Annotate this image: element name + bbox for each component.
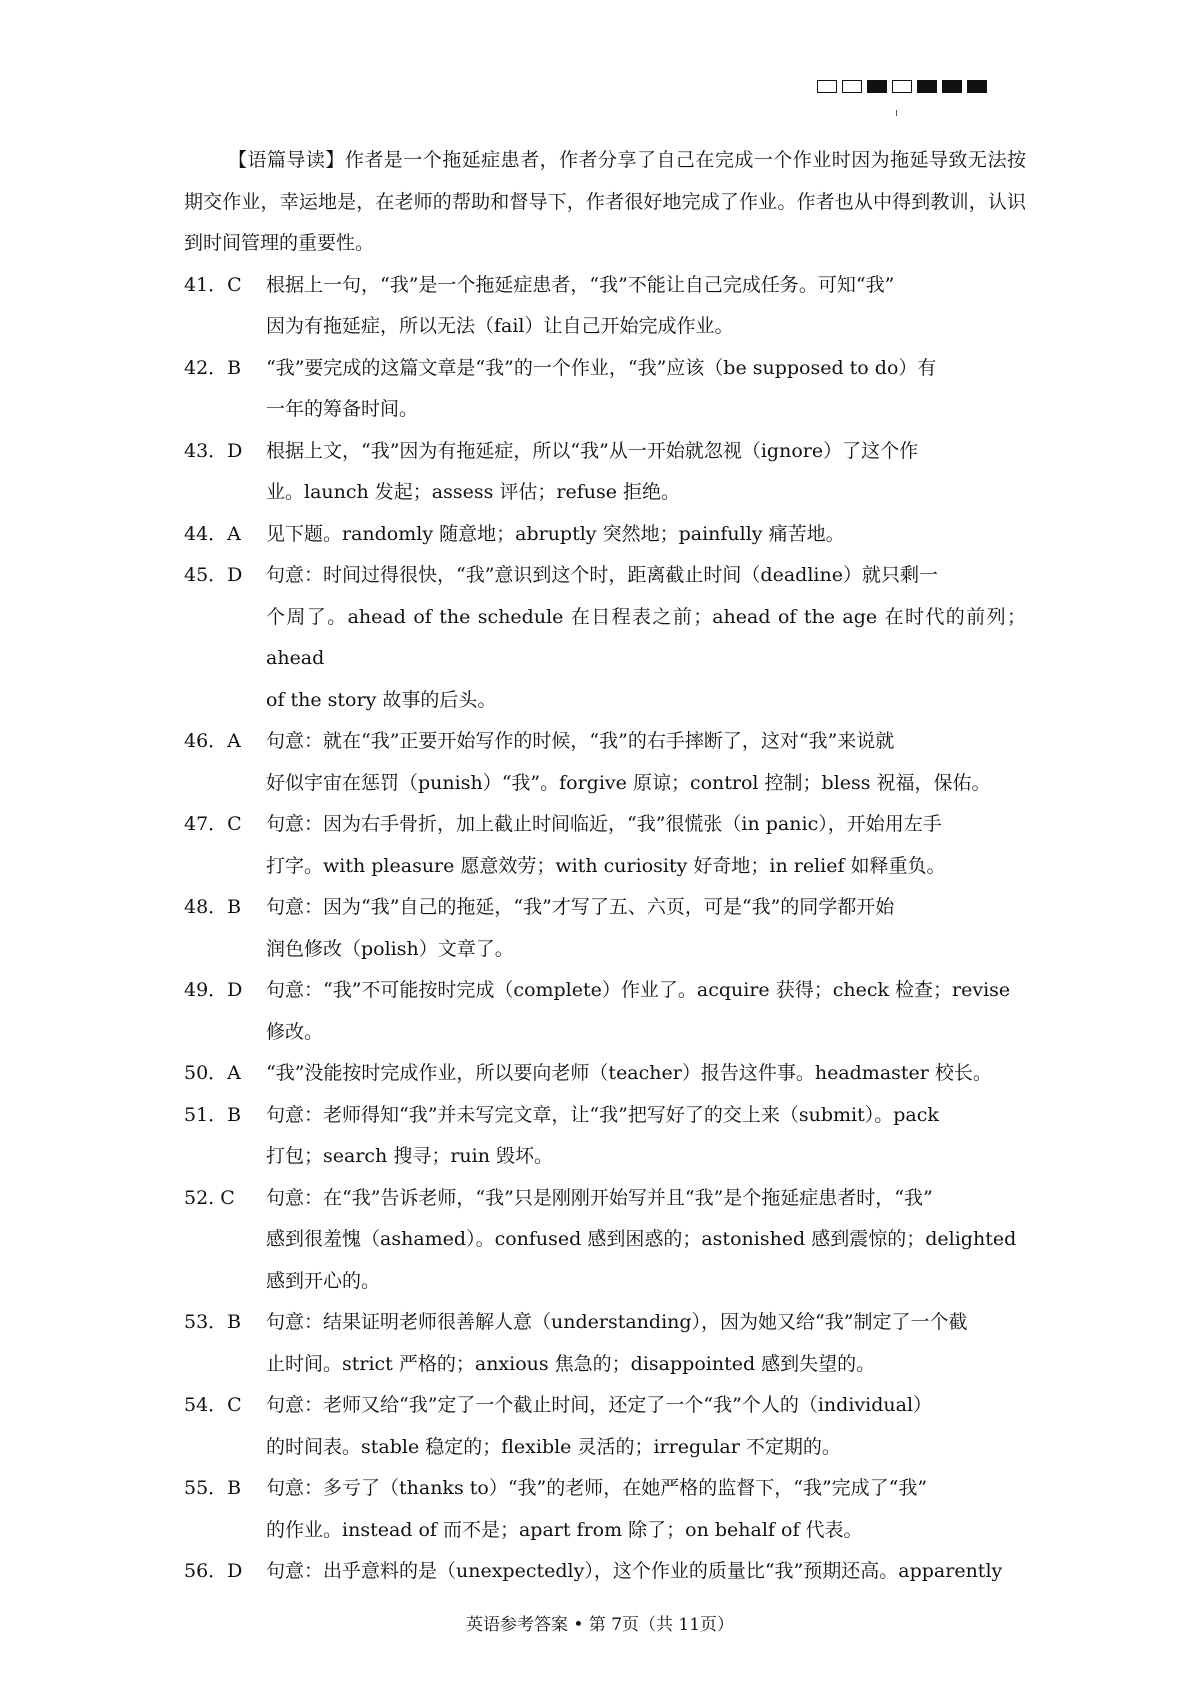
explanation-line: 句意：“我”不可能按时完成（complete）作业了。acquire 获得；check 检查；revise (266, 979, 1011, 1001)
answer-item (184, 265, 1026, 348)
answer-number: 51．B (184, 1103, 242, 1126)
explanation-line: 打包；search 搜寻；ruin 毁坏。 (266, 1145, 553, 1167)
explanation-line: 一年的筹备时间。 (266, 398, 419, 420)
explanation-line: 的时间表。stable 稳定的；flexible 灵活的；irregular 不定期的。 (266, 1435, 841, 1458)
intro-paragraph (184, 140, 1026, 265)
intro-text: 作者是一个拖延症患者，作者分享了自己在完成一个作业时因为拖延导致无法按期交作业，幸运地是，在老师的帮助和督导下，作者很好地完成了作业。作者也从中得到教训，认识到时间管理的重要性。 (184, 149, 1026, 254)
answer-number: 49．D (184, 979, 243, 1001)
explanation-line: 句意：就在“我”正要开始写作的时候，“我”的右手摔断了，这对“我”来说就 (266, 730, 895, 752)
answer-item (184, 804, 1026, 887)
answer-item (184, 1385, 1026, 1468)
header-mark-filled (917, 80, 937, 93)
explanation-line: 句意：因为右手骨折，加上截止时间临近，“我”很慌张（in panic），开始用左手 (266, 813, 942, 835)
answer-explanation (266, 555, 1026, 721)
explanation-line: 句意：时间过得很快，“我”意识到这个时，距离截止时间（deadline）就只剩一 (266, 564, 938, 586)
answer-number: 52. C (184, 1186, 235, 1209)
answer-item (184, 721, 1026, 804)
intro-tag: 【语篇导读】 (228, 149, 345, 171)
answer-item (184, 887, 1026, 970)
explanation-line: 的作业。instead of 而不是；apart from 除了；on behalf of 代表。 (266, 1518, 863, 1541)
answer-item (184, 348, 1026, 431)
explanation-line: 感到很羞愧（ashamed）。confused 感到困惑的；astonished 感到震惊的；delighted (266, 1228, 1017, 1250)
header-marks (817, 80, 987, 93)
explanation-line: 修改。 (266, 1020, 324, 1043)
answer-explanation (266, 1178, 1026, 1303)
explanation-line: of the story 故事的后头。 (266, 688, 497, 711)
answer-number: 54．C (184, 1394, 242, 1416)
answer-item (184, 514, 1026, 556)
explanation-line: 个周了。ahead of the schedule 在日程表之前；ahead of the age 在时代的前列；ahead (266, 605, 1026, 669)
answer-explanation (266, 265, 1026, 348)
content-body (184, 140, 1026, 1593)
explanation-line: “我”没能按时完成作业，所以要向老师（teacher）报告这件事。headmaster 校长。 (266, 1062, 992, 1084)
answer-number: 43．D (184, 439, 243, 462)
explanation-line: 句意：结果证明老师很善解人意（understanding），因为她又给“我”制定了一个截 (266, 1311, 968, 1333)
answer-explanation (266, 1302, 1026, 1385)
answer-explanation (266, 970, 1026, 1053)
answer-explanation (266, 1053, 1026, 1095)
answer-number: 46．A (184, 730, 241, 752)
answer-item (184, 555, 1026, 721)
explanation-line: 打字。with pleasure 愿意效劳；with curiosity 好奇地；in relief 如释重负。 (266, 854, 946, 877)
explanation-line: 因为有拖延症，所以无法（fail）让自己开始完成作业。 (266, 315, 734, 337)
answer-item (184, 1095, 1026, 1178)
answer-number: 53．B (184, 1311, 242, 1333)
answer-item (184, 1551, 1026, 1593)
answer-list (184, 265, 1026, 1593)
explanation-line: 止时间。strict 严格的；anxious 焦急的；disappointed 感到失望的。 (266, 1352, 876, 1375)
answer-explanation (266, 431, 1026, 514)
explanation-line: 句意：出乎意料的是（unexpectedly），这个作业的质量比“我”预期还高。apparently (266, 1560, 1003, 1582)
answer-item (184, 1302, 1026, 1385)
explanation-line: “我”要完成的这篇文章是“我”的一个作业，“我”应该（be supposed to do）有 (266, 356, 937, 379)
explanation-line: 业。launch 发起；assess 评估；refuse 拒绝。 (266, 481, 681, 503)
explanation-line: 根据上文，“我”因为有拖延症，所以“我”从一开始就忽视（ignore）了这个作 (266, 439, 919, 462)
header-mark-filled (967, 80, 987, 93)
explanation-line: 句意：多亏了（thanks to）“我”的老师，在她严格的监督下，“我”完成了“我” (266, 1477, 928, 1499)
answer-number: 50．A (184, 1062, 241, 1084)
header-mark-filled (867, 80, 887, 93)
answer-number: 42．B (184, 356, 242, 379)
explanation-line: 句意：老师又给“我”定了一个截止时间，还定了一个“我”个人的（individual） (266, 1394, 933, 1416)
answer-number: 47．C (184, 813, 242, 835)
answer-item (184, 1178, 1026, 1303)
answer-explanation (266, 1095, 1026, 1178)
explanation-line: 好似宇宙在惩罚（punish）“我”。forgive 原谅；control 控制；bless 祝福，保佑。 (266, 771, 991, 794)
answer-number: 44．A (184, 522, 241, 545)
header-mark-empty (817, 80, 837, 93)
answer-explanation (266, 721, 1026, 804)
explanation-line: 句意：在“我”告诉老师，“我”只是刚刚开始写并且“我”是个拖延症患者时，“我” (266, 1186, 933, 1209)
explanation-line: 见下题。randomly 随意地；abruptly 突然地；painfully 痛苦地。 (266, 522, 845, 545)
answer-item (184, 970, 1026, 1053)
answer-number: 48．B (184, 896, 242, 918)
header-tick (896, 110, 897, 116)
header-mark-empty (892, 80, 912, 93)
explanation-line: 句意：因为“我”自己的拖延，“我”才写了五、六页，可是“我”的同学都开始 (266, 896, 895, 918)
answer-number: 56．D (184, 1560, 243, 1582)
explanation-line: 句意：老师得知“我”并未写完文章，让“我”把写好了的交上来（submit）。pack (266, 1103, 939, 1126)
explanation-line: 感到开心的。 (266, 1269, 381, 1292)
answer-number: 55．B (184, 1477, 242, 1499)
header-mark-empty (842, 80, 862, 93)
answer-explanation (266, 1385, 1026, 1468)
header-mark-filled (942, 80, 962, 93)
page-footer: 英语参考答案 • 第 7页（共 11页） (465, 1615, 735, 1635)
answer-explanation (266, 1468, 1026, 1551)
explanation-line: 润色修改（polish）文章了。 (266, 937, 514, 960)
explanation-line: 根据上一句，“我”是一个拖延症患者，“我”不能让自己完成任务。可知“我” (266, 273, 895, 296)
answer-explanation (266, 348, 1026, 431)
answer-explanation (266, 804, 1026, 887)
answer-explanation (266, 514, 1026, 556)
answer-explanation (266, 1551, 1026, 1593)
answer-number: 45．D (184, 564, 243, 586)
answer-explanation (266, 887, 1026, 970)
answer-item (184, 1053, 1026, 1095)
answer-number: 41．C (184, 273, 242, 296)
answer-item (184, 431, 1026, 514)
answer-item (184, 1468, 1026, 1551)
